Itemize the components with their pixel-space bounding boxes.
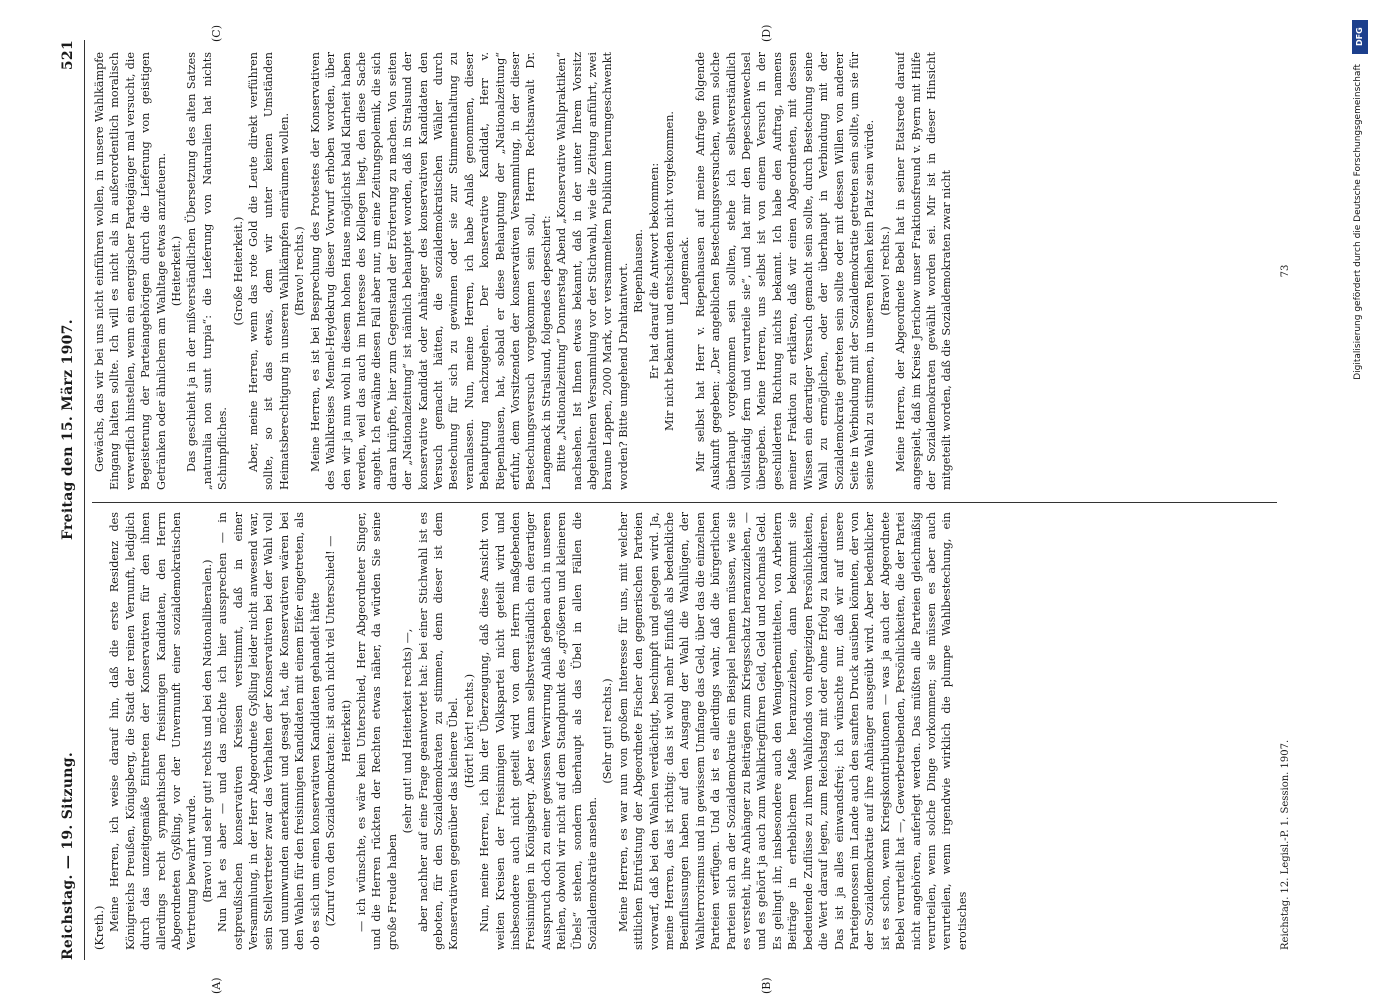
- paragraph: Nun hat es aber — und das möchte ich hier aussprechen — in ostpreußischen konservativen Kreisen verstimmt, daß in einer Versammlung, in der Herr Abgeordnete Gyßling leider nicht anwesend war, sein Stellvertreter zwar das Verhalten der Konservativen bei der Wahl voll und unumwunden anerkannt und gesagt hat, die Konservativen wären bei den Wahlen für den freisinnigen Kandidaten mit einem Eifer eingetreten, als ob es sich um einen konservativen Kandidaten gehandelt hätte: [216, 512, 322, 950]
- paragraph: Das geschieht ja in der mißverständlichen Übersetzung des alten Satzes „naturalia non sunt turpia“: die Lieferung von Naturalien hat nichts Schimpfliches.: [185, 52, 230, 490]
- footer-legislature: Reichstag. 12. Legisl.-P. 1. Session. 1907.: [1280, 739, 1291, 950]
- paragraph: Meine Herren, ich weise darauf hin, daß die erste Residenz des Königreichs Preußen, Königsberg, die Stadt der reinen Vernunft, lediglich durch das unzeitgemäße Eintreten der Konservativen für den ihnen allerdings recht sympathischen freisinnigen Kandidaten, den Herrn Abgeordneten Gyßling, vor der Unvernunft einer sozialdemokratischen Vertretung bewahrt wurde.: [108, 512, 199, 950]
- dfg-logo-icon: DFG: [1352, 20, 1368, 54]
- paragraph: Gewächs, das wir bei uns nicht einführen wollen, in unsere Wahlkämpfe Eingang halten sollte. Ich will es nicht als in außerordentlich moralisch verwerflich hinstellen, wenn ein energischer Parteigänger mal versucht, die Begeisterung der Parteiangehörigen durch die Lieferung von geistigen Getränken oder ähnlichem am Wahltage etwas anzufeuern.: [93, 52, 168, 490]
- paragraph: Meine Herren, der Abgeordnete Bebel hat in seiner Etatsrede darauf angespielt, daß im Kreise Jerichow unser Fraktionsfreund v. Byern mit Hilfe der Sozialdemokraten gewählt worden sei. Mir ist in dieser Hinsicht mitgeteilt worden, daß die Sozialdemokraten zwar nicht: [894, 52, 954, 490]
- paragraph: (Zuruf von den Sozialdemokraten: ist auch nicht viel Unterschied! — Heiterkeit): [324, 535, 353, 927]
- paragraph: (Bravo! und sehr gut! rechts und bei den Nationalliberalen.): [200, 559, 214, 903]
- right-column-body: [92, 52, 955, 490]
- column-divider: [92, 502, 1277, 503]
- left-column-body: [107, 512, 970, 950]
- paragraph: (Heiterkeit.): [170, 235, 184, 307]
- rotated-document-page: [40, 24, 1310, 994]
- paragraph: Meine Herren, es ist bei Besprechung des Protestes der Konservativen des Wahlkreises Memel-Heydekrug dieser Vorwurf erhoben worden, über den wir ja nun wohl in diesem hohen Hause möglichst bald Klarheit haben werden, weil das auch im Interesse des Kollegen liegt, den diese Sache angeht. Ich erwähne diesen Fall aber nur, um eine Zeitungspolemik, die sich daran knüpfte, hier zum Gegenstand der Erörterung zu machen. Von seiten der „Nationalzeitung“ ist nämlich behauptet worden, daß in Stralsund der konservative Kandidat oder Anhänger des konservativen Kandidaten den Versuch gemacht hätten, die sozialdemokratischen Wähler durch Bestechung für sich zu gewinnen oder sie zur Stimmenthaltung zu veranlassen. Nun, meine Herren, ich habe Anlaß genommen, dieser Behauptung nachzugehen. Der konservative Kandidat, Herr v. Riepenhausen, hat, sobald er diese Behauptung der „Nationalzeitung“ erfuhr, dem Vorsitzenden der konservativen Versammlung, in der dieser Bestechungsversuch vorgekommen sein soll, Herrn Rechtsanwalt Dr. Langemack in Stralsund, folgendes depeschiert:: [308, 52, 553, 490]
- paragraph: (Sehr gut! rechts.): [601, 678, 615, 784]
- paragraph: Bitte „Nationalzeitung“ Donnerstag Abend „Konservative Wahlpraktiken“ nachsehen. Ist Ihnen etwas bekannt, daß in der unter Ihrem Vorsitz abgehaltenen Versammlung vor der Stichwahl, wie die Zeitung anführt, zwei braune Lappen, 2000 Mark, vor versammeltem Publikum herumgeschwenkt worden? Bitte umgehend Drahtantwort.: [555, 52, 630, 490]
- header-session: Reichstag. — 19. Sitzung.: [60, 752, 76, 960]
- paragraph: (Bravo! rechts.): [878, 226, 892, 316]
- paragraph: Mir selbst hat Herr v. Riepenhausen auf meine Anfrage folgende Auskunft gegeben: „Der angeblichen Bestechungsversuchen, wenn solche überhaupt vorgekommen sein sollten, stehe ich selbstverständlich vollständig fern und verurteile sie“, und hat mir den Depeschenwechsel übergeben. Meine Herren, uns selbst ist von einem Versuch in der geschilderten Richtung nichts bekannt. Ich habe den Auftrag, namens meiner Fraktion zu erklären, daß wir einen Abgeordneten, mit dessen Wissen ein derartiger Versuch gemacht sein sollte, durch Bestechung seine Wahl zu ermöglichen, oder der überhaupt in Verbindung mit der Sozialdemokratie getreten sein sollte oder mit dessen Willen von anderer Seite in Verbindung mit der Sozialdemokratie getreten sein sollte, um sie für seine Wahl zu stimmen, in unseren Reihen kein Platz sein würde.: [693, 52, 877, 490]
- paragraph: (Bravo! rechts.): [293, 226, 307, 316]
- paragraph: (sehr gut! und Heiterkeit rechts) —,: [401, 628, 415, 834]
- header-date: Freitag den 15. März 1907.: [60, 319, 76, 540]
- paragraph: Riepenhausen.: [632, 229, 646, 313]
- left-text-column: [92, 512, 1277, 950]
- page-header: [60, 40, 84, 960]
- margin-marker-d: (D): [760, 24, 773, 42]
- page-number: 521: [60, 40, 76, 71]
- paragraph: Aber, meine Herren, wenn das rote Gold die Leute direkt verführen sollte, so ist das etwas, dem wir unter keinen Umständen Heimatsberechtigung in unseren Wahlkämpfen einräumen wollen.: [247, 52, 291, 490]
- footer-sheet-number: 73: [1280, 264, 1291, 278]
- paragraph: — ich wünschte, es wäre kein Unterschied, Herr Abgeordneter Singer, und die Herren rückten der Rechten etwas näher, da würden Sie seine große Freude haben: [354, 512, 399, 950]
- margin-marker-c: (C): [210, 25, 223, 42]
- digitization-credit: Digitalisierung gefördert durch die Deutsche Forschungsgemeinschaft: [1353, 64, 1363, 380]
- dfg-sidebar: [1352, 20, 1370, 980]
- paragraph: Nun, meine Herren, ich bin der Überzeugung, daß diese Ansicht von weiten Kreisen der Freisinnigen Volkspartei nicht geteilt wird und insbesondere auch nicht geteilt wird von dem Herrn maßgebenden Freisinnigen in Königsberg. Aber es kann selbstverständlich ein derartiger Ausspruch doch zu einer gewissen Verwirrung Anlaß geben auch in unseren Reihen, obwohl wir nicht auf dem Standpunkt des „größeren und kleineren Übels“ stehen, sondern überhaupt als das Übel in allen Fällen die Sozialdemokratie ansehen.: [478, 512, 599, 950]
- paragraph: (Hört! hört! rechts.): [462, 673, 476, 789]
- right-text-column: [92, 52, 1277, 490]
- paragraph: Meine Herren, es war nun von großem Interesse für uns, mit welcher sittlichen Entrüstung der Abgeordnete Fischer den gegnerischen Parteien vorwarf, daß bei den Wahlen verdächtigt, beschimpft und gelogen wird. Ja, meine Herren, das ist richtig: das ist wohl mehr Einfluß als bedenkliche Beeinflussungen haben auf den Ausgang der Wahl die Wahllügen, der Wahlterrorismus und in gewissem Umfange das Geld, über das die einzelnen Parteien verfügen. Und da ist es allerdings wahr, daß die bürgerlichen Parteien sich an der Sozialdemokratie ein Beispiel nehmen müssen, wie sie es versteht, ihre Anhänger zu Beiträgen zum Kriegsschatz heranzuziehen, — und es gehört ja auch zum Wahlkriegführen Geld, Geld und nochmals Geld. Es gelingt ihr, insbesondere auch den Wenigerbemittelten, von Arbeitern Beiträge in erheblichem Maße heranzuziehen, dann bekommt sie bedeutende Zuflüsse zu ihrem Wahlfonds von ehrgeizigen Persönlichkeiten, die Wert darauf legen, zum Reichstag mit oder ohne Erfolg zu kandidieren. Das ist ja alles einwandsfrei; ich wünschte nur, daß wir auf unsere Parteigenossen im Lande auch den sanften Druck ausüben könnten, der von der Sozialdemokratie auf ihre Anhänger ausgeübt wird. Aber bedenklicher ist es schon, wenn Kriegskontributionen — was ja auch der Abgeordnete Bebel verurteilt hat —, Gewerbetreibenden, Persönlichkeiten, die der Partei nicht angehören, auferlegt werden. Das müßten alle Parteien gleichmäßig verurteilen, wenn solche Dinge vorkommen; sie müssen es aber auch verurteilen, wenn irgendwie wirklich die plumpe Wahlbestechung, ein erotisches: [616, 512, 969, 950]
- paragraph: Er hat darauf die Antwort bekommen:: [647, 162, 661, 380]
- margin-marker-a: (A): [210, 977, 223, 994]
- paragraph: aber nachher auf eine Frage geantwortet hat: bei einer Stichwahl ist es geboten, für den Sozialdemokraten zu stimmen, denn dieser ist dem Konservativen gegenüber das kleinere Übel.: [416, 512, 461, 950]
- paragraph: Mir nicht bekannt und entschieden nicht vorgekommen.: [663, 111, 677, 431]
- paragraph: (Große Heiterkeit.): [231, 216, 245, 326]
- margin-marker-b: (B): [760, 977, 773, 994]
- speaker-label: (Kreth.): [93, 905, 106, 950]
- header-rule: [84, 40, 85, 960]
- paragraph: Langemack.: [678, 236, 692, 306]
